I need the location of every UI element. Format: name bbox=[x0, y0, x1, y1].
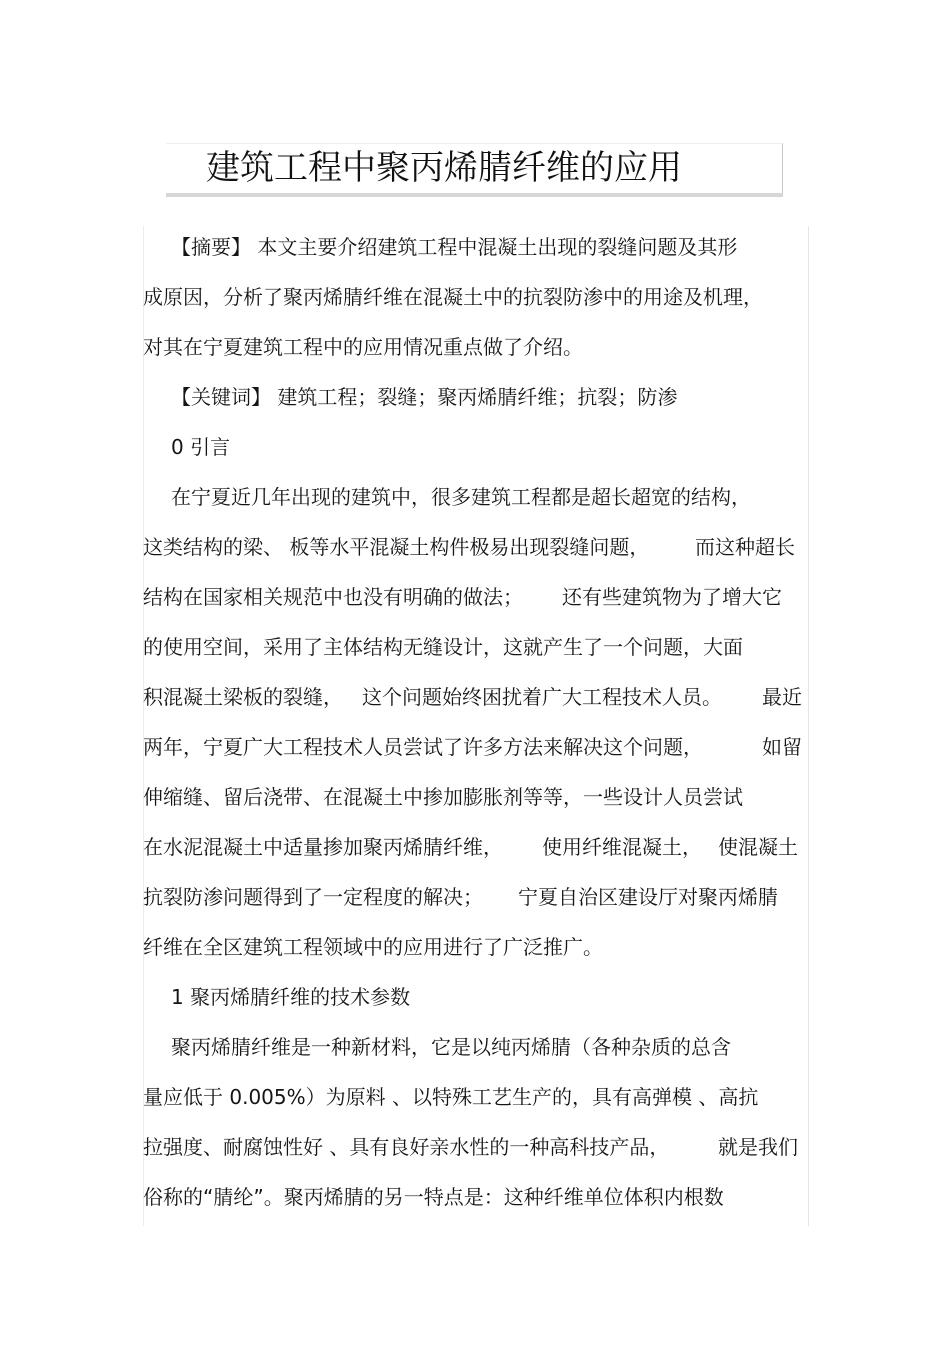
paragraph-line-fragment: 这个问题始终困扰着广大工程技术人员。 bbox=[362, 685, 722, 709]
paragraph-line: 纤维在全区建筑工程领域中的应用进行了广泛推广。 bbox=[143, 935, 603, 959]
abstract-line-2: 成原因，分析了聚丙烯腈纤维在混凝土中的抗裂防渗中的用途及机理， bbox=[143, 285, 763, 309]
paragraph-line: 聚丙烯腈纤维是一种新材料，它是以纯丙烯腈（各种杂质的总含 bbox=[171, 1035, 731, 1059]
abstract-line-3: 对其在宁夏建筑工程中的应用情况重点做了介绍。 bbox=[143, 335, 583, 359]
section-heading-intro: 0 引言 bbox=[171, 435, 231, 459]
paragraph-line-fragment: 宁夏自治区建设厅对聚丙烯腈 bbox=[518, 885, 778, 909]
paragraph-line: 在水泥混凝土中适量掺加聚丙烯腈纤维， bbox=[143, 835, 503, 859]
keywords-line: 【关键词】 建筑工程；裂缝；聚丙烯腈纤维；抗裂；防渗 bbox=[171, 385, 678, 409]
paragraph-line: 的使用空间，采用了主体结构无缝设计，这就产生了一个问题，大面 bbox=[143, 635, 743, 659]
paragraph-line: 结构在国家相关规范中也没有明确的做法； bbox=[143, 585, 523, 609]
paragraph-line: 在宁夏近几年出现的建筑中，很多建筑工程都是超长超宽的结构， bbox=[171, 485, 751, 509]
paragraph-line-fragment: 还有些建筑物为了增大它 bbox=[562, 585, 782, 609]
document-title: 建筑工程中聚丙烯腈纤维的应用 bbox=[206, 148, 682, 188]
paragraph-line: 俗称的“腈纶”。聚丙烯腈的另一特点是：这种纤维单位体积内根数 bbox=[143, 1185, 724, 1209]
paragraph-line: 拉强度、耐腐蚀性好 、具有良好亲水性的一种高科技产品， bbox=[143, 1135, 670, 1159]
paragraph-line-fragment: 如留 bbox=[762, 735, 802, 759]
paragraph-line-fragment: 使混凝土 bbox=[718, 835, 798, 859]
paragraph-line-fragment: 使用纤维混凝土， bbox=[542, 835, 702, 859]
paragraph-line: 量应低于 0.005%）为原料 、以特殊工艺生产的，具有高弹模 、高抗 bbox=[143, 1085, 759, 1109]
paragraph-line: 两年，宁夏广大工程技术人员尝试了许多方法来解决这个问题， bbox=[143, 735, 703, 759]
paragraph-line: 积混凝土梁板的裂缝， bbox=[143, 685, 343, 709]
paragraph-line: 抗裂防渗问题得到了一定程度的解决； bbox=[143, 885, 483, 909]
paragraph-line-fragment: 而这种超长 bbox=[695, 535, 795, 559]
section-heading-1: 1 聚丙烯腈纤维的技术参数 bbox=[171, 985, 411, 1009]
title-underline bbox=[166, 193, 783, 197]
paragraph-line-fragment: 最近 bbox=[762, 685, 802, 709]
paragraph-line: 这类结构的梁、 板等水平混凝土构件极易出现裂缝问题， bbox=[143, 535, 650, 559]
paragraph-line-fragment: 就是我们 bbox=[718, 1135, 798, 1159]
paragraph-line: 伸缩缝、留后浇带、在混凝土中掺加膨胀剂等等，一些设计人员尝试 bbox=[143, 785, 743, 809]
body-frame bbox=[143, 226, 809, 1226]
abstract-line-1: 【摘要】 本文主要介绍建筑工程中混凝土出现的裂缝问题及其形 bbox=[171, 235, 738, 259]
